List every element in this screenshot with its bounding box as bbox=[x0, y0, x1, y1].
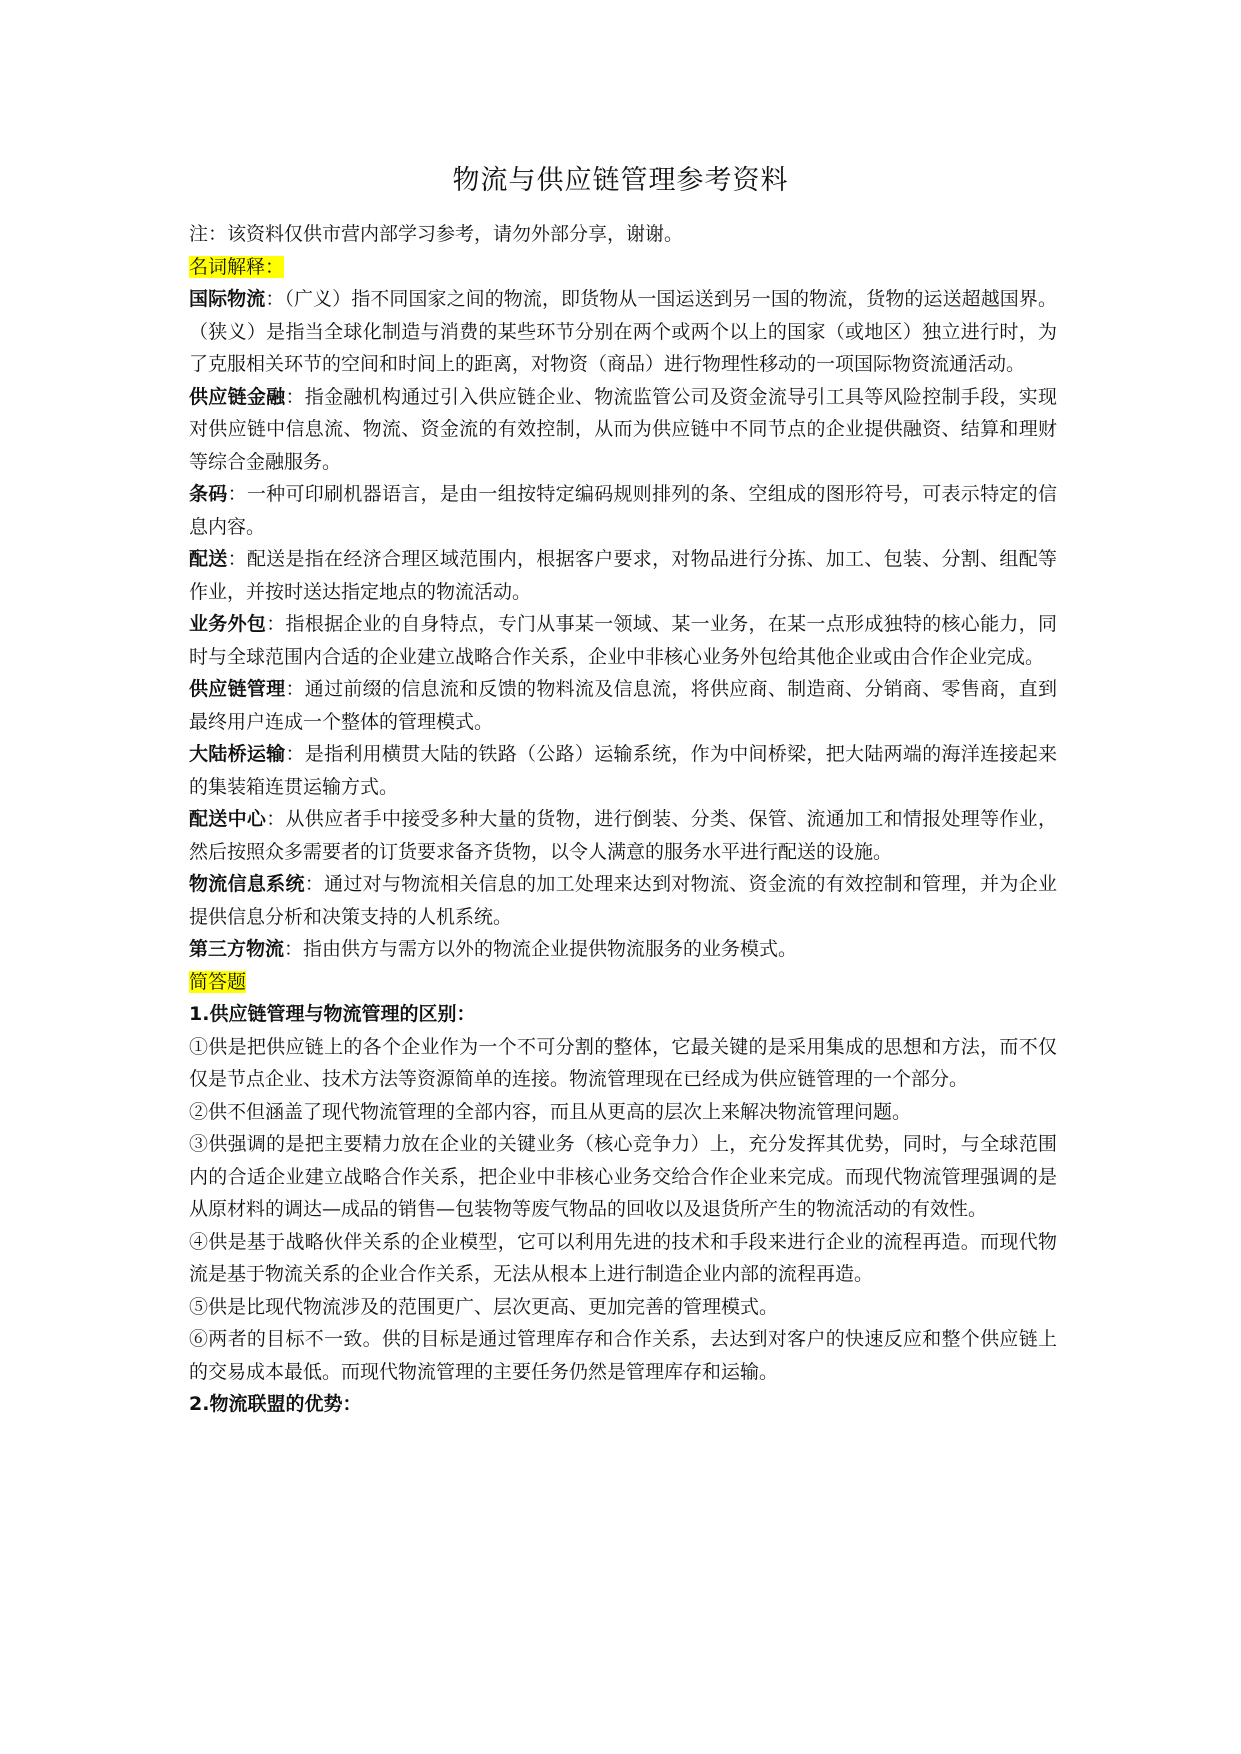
glossary-entry bbox=[189, 933, 1057, 966]
glossary-term: 配送 bbox=[189, 548, 228, 570]
term-separator: ： bbox=[285, 678, 305, 700]
term-separator: ： bbox=[266, 808, 286, 830]
glossary-entry bbox=[189, 673, 1057, 738]
glossary-definition: 一种可印刷机器语言，是由一组按特定编码规则排列的条、空组成的图形符号，可表示特定的信息内容。 bbox=[189, 483, 1057, 538]
glossary-definition: 是指利用横贯大陆的铁路（公路）运输系统，作为中间桥梁，把大陆两端的海洋连接起来的集装箱连贯运输方式。 bbox=[189, 743, 1057, 798]
glossary-definition: （广义）指不同国家之间的物流，即货物从一国运送到另一国的物流，货物的运送超越国界。（狭义）是指当全球化制造与消费的某些环节分别在两个或两个以上的国家（或地区）独立进行时，为了克服相关环节的空间和时间上的距离，对物资（商品）进行物理性移动的一项国际物资流通活动。 bbox=[189, 288, 1057, 375]
glossary-term: 条码 bbox=[189, 483, 228, 505]
glossary-term: 供应链管理 bbox=[189, 678, 286, 700]
term-separator: ： bbox=[284, 938, 304, 960]
term-separator: ： bbox=[265, 288, 285, 310]
glossary-term: 国际物流 bbox=[189, 288, 266, 310]
answer-point: ①供是把供应链上的各个企业作为一个不可分割的整体，它最关键的是采用集成的思想和方法，而不仅仅是节点企业、技术方法等资源简单的连接。物流管理现在已经成为供应链管理的一个部分。 bbox=[189, 1035, 1057, 1090]
term-separator: ： bbox=[227, 548, 247, 570]
term-separator: ： bbox=[285, 385, 305, 408]
question-heading: 1.供应链管理与物流管理的区别： bbox=[189, 1003, 476, 1025]
glossary-term: 大陆桥运输 bbox=[189, 743, 286, 765]
glossary-entry bbox=[189, 868, 1057, 933]
glossary-term: 物流信息系统 bbox=[189, 873, 305, 895]
glossary-definition: 通过前缀的信息流和反馈的物料流及信息流，将供应商、制造商、分销商、零售商，直到最终用户连成一个整体的管理模式。 bbox=[189, 678, 1057, 733]
term-separator: ： bbox=[285, 743, 305, 765]
glossary-entry bbox=[189, 803, 1057, 868]
document-body bbox=[189, 218, 1057, 1421]
note-paragraph: 注：该资料仅供市营内部学习参考，请勿外部分享，谢谢。 bbox=[189, 223, 684, 245]
glossary-definition: 从供应者手中接受多种大量的货物，进行倒装、分类、保管、流通加工和情报处理等作业，然后按照众多需要者的订货要求备齐货物，以令人满意的服务水平进行配送的设施。 bbox=[189, 808, 1057, 863]
glossary-definition: 指金融机构通过引入供应链企业、物流监管公司及资金流导引工具等风险控制手段，实现对供应链中信息流、物流、资金流的有效控制，从而为供应链中不同节点的企业提供融资、结算和理财等综合金融服务。 bbox=[189, 385, 1057, 473]
short-answer-heading: 简答题 bbox=[189, 970, 247, 993]
glossary-definition: 指由供方与需方以外的物流企业提供物流服务的业务模式。 bbox=[303, 938, 798, 960]
glossary-heading: 名词解释： bbox=[189, 255, 285, 278]
glossary-term: 供应链金融 bbox=[189, 385, 286, 408]
answer-point: ⑤供是比现代物流涉及的范围更广、层次更高、更加完善的管理模式。 bbox=[189, 1295, 779, 1318]
glossary-heading-line bbox=[189, 251, 1057, 284]
glossary-term: 第三方物流 bbox=[189, 938, 285, 960]
answer-point: ④供是基于战略伙伴关系的企业模型，它可以利用先进的技术和手段来进行企业的流程再造。而现代物流是基于物流关系的企业合作关系，无法从根本上进行制造企业内部的流程再造。 bbox=[189, 1230, 1057, 1285]
glossary-entry bbox=[189, 283, 1057, 381]
glossary-definition: 通过对与物流相关信息的加工处理来达到对物流、资金流的有效控制和管理，并为企业提供信息分析和决策支持的人机系统。 bbox=[189, 873, 1057, 928]
glossary-entry bbox=[189, 381, 1057, 479]
glossary-term: 配送中心 bbox=[189, 808, 267, 830]
glossary-entry bbox=[189, 478, 1057, 543]
term-separator: ： bbox=[304, 873, 325, 895]
answer-point: ②供不但涵盖了现代物流管理的全部内容，而且从更高的层次上来解决物流管理问题。 bbox=[189, 1100, 912, 1123]
glossary-term: 业务外包 bbox=[189, 613, 267, 635]
term-separator: ： bbox=[227, 483, 247, 505]
question-heading: 2.物流联盟的优势： bbox=[189, 1393, 362, 1415]
glossary-entry bbox=[189, 543, 1057, 608]
glossary-entry bbox=[189, 608, 1057, 673]
document-title: 物流与供应链管理参考资料 bbox=[452, 165, 789, 196]
glossary-definition: 指根据企业的自身特点，专门从事某一领域、某一业务，在某一点形成独特的核心能力，同时与全球范围内合适的企业建立战略合作关系，企业中非核心业务外包给其他企业或由合作企业完成。 bbox=[189, 613, 1057, 668]
short-answer-heading-line bbox=[189, 966, 1057, 999]
term-separator: ： bbox=[266, 613, 286, 635]
answer-point: ③供强调的是把主要精力放在企业的关键业务（核心竞争力）上，充分发挥其优势，同时，与全球范围内的合适企业建立战略合作关系，把企业中非核心业务交给合作企业来完成。而现代物流管理强调的是从原材料的调达—成品的销售—包装物等废气物品的回收以及退货所产生的物流活动的有效性。 bbox=[189, 1133, 1057, 1220]
glossary-definition: 配送是指在经济合理区域范围内，根据客户要求，对物品进行分拣、加工、包装、分割、组配等作业，并按时送达指定地点的物流活动。 bbox=[189, 548, 1057, 603]
glossary-entry bbox=[189, 738, 1057, 803]
answer-point: ⑥两者的目标不一致。供的目标是通过管理库存和合作关系，去达到对客户的快速反应和整个供应链上的交易成本最低。而现代物流管理的主要任务仍然是管理库存和运输。 bbox=[189, 1328, 1057, 1383]
